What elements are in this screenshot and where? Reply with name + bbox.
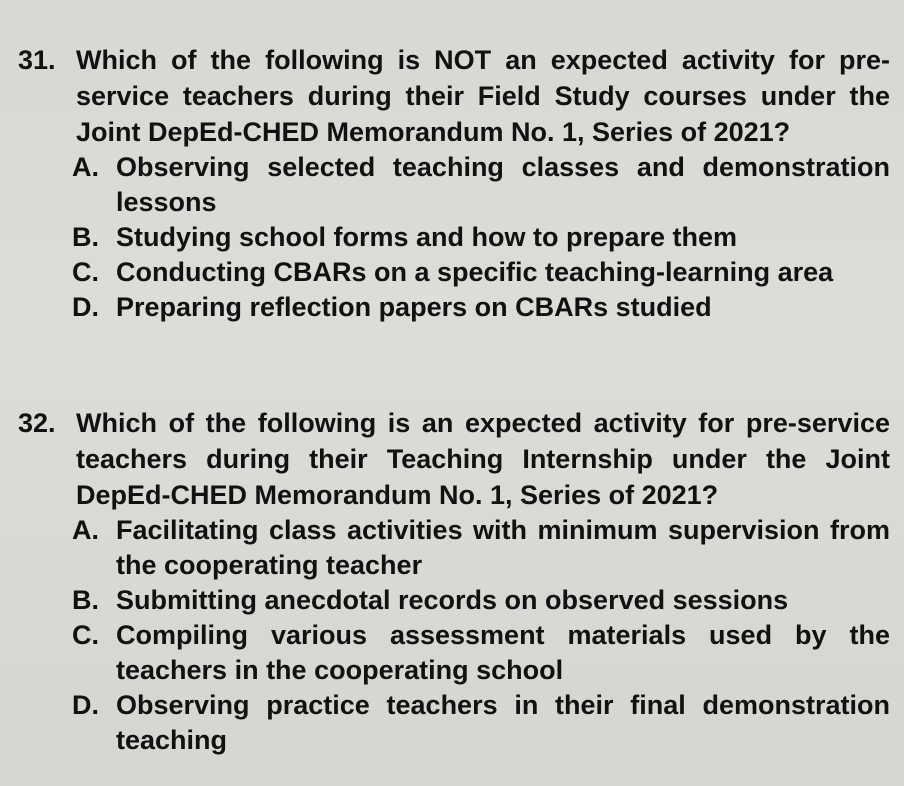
option-text: Studying school forms and how to prepare them (116, 222, 738, 252)
option-text: Submitting anecdotal records on observed sessions (116, 585, 789, 615)
option-text: Compiling various assessment materials used by the teachers in the cooperating school (116, 620, 890, 685)
option-d (72, 290, 890, 325)
option-text: Observing practice teachers in their final demonstration teaching (116, 690, 890, 755)
question-32 (18, 405, 890, 758)
option-letter: B. (72, 585, 99, 615)
option-text: Conducting CBARs on a specific teaching-learning area (116, 257, 834, 287)
option-b (72, 220, 890, 255)
question-text: Which of the following is an expected activity for pre-service teachers during their Teaching Internship under the Joint DepEd-CHED Memorandum No. 1, Series of 2021? (76, 408, 890, 510)
question-number: 32. (18, 408, 56, 438)
option-text: Facilitating class activities with minimum supervision from the cooperating teacher (116, 515, 890, 580)
option-text: Observing selected teaching classes and demonstration lessons (116, 152, 890, 217)
option-letter: D. (72, 690, 99, 720)
option-b (72, 583, 890, 618)
question-stem (18, 405, 890, 513)
option-letter: C. (72, 620, 99, 650)
option-letter: A. (72, 515, 99, 545)
option-a (72, 513, 890, 583)
option-a (72, 150, 890, 220)
option-letter: D. (72, 292, 99, 322)
option-c (72, 255, 890, 290)
option-c (72, 618, 890, 688)
question-number: 31. (18, 45, 56, 75)
option-d (72, 688, 890, 758)
question-text: Which of the following is NOT an expected activity for pre-service teachers during their Field Study courses under the Joint DepEd-CHED Memorandum No. 1, Series of 2021? (76, 45, 890, 147)
question-31 (18, 42, 890, 325)
question-stem (18, 42, 890, 150)
option-letter: C. (72, 257, 99, 287)
option-text: Preparing reflection papers on CBARs studied (116, 292, 712, 322)
option-letter: A. (72, 152, 99, 182)
option-letter: B. (72, 222, 99, 252)
